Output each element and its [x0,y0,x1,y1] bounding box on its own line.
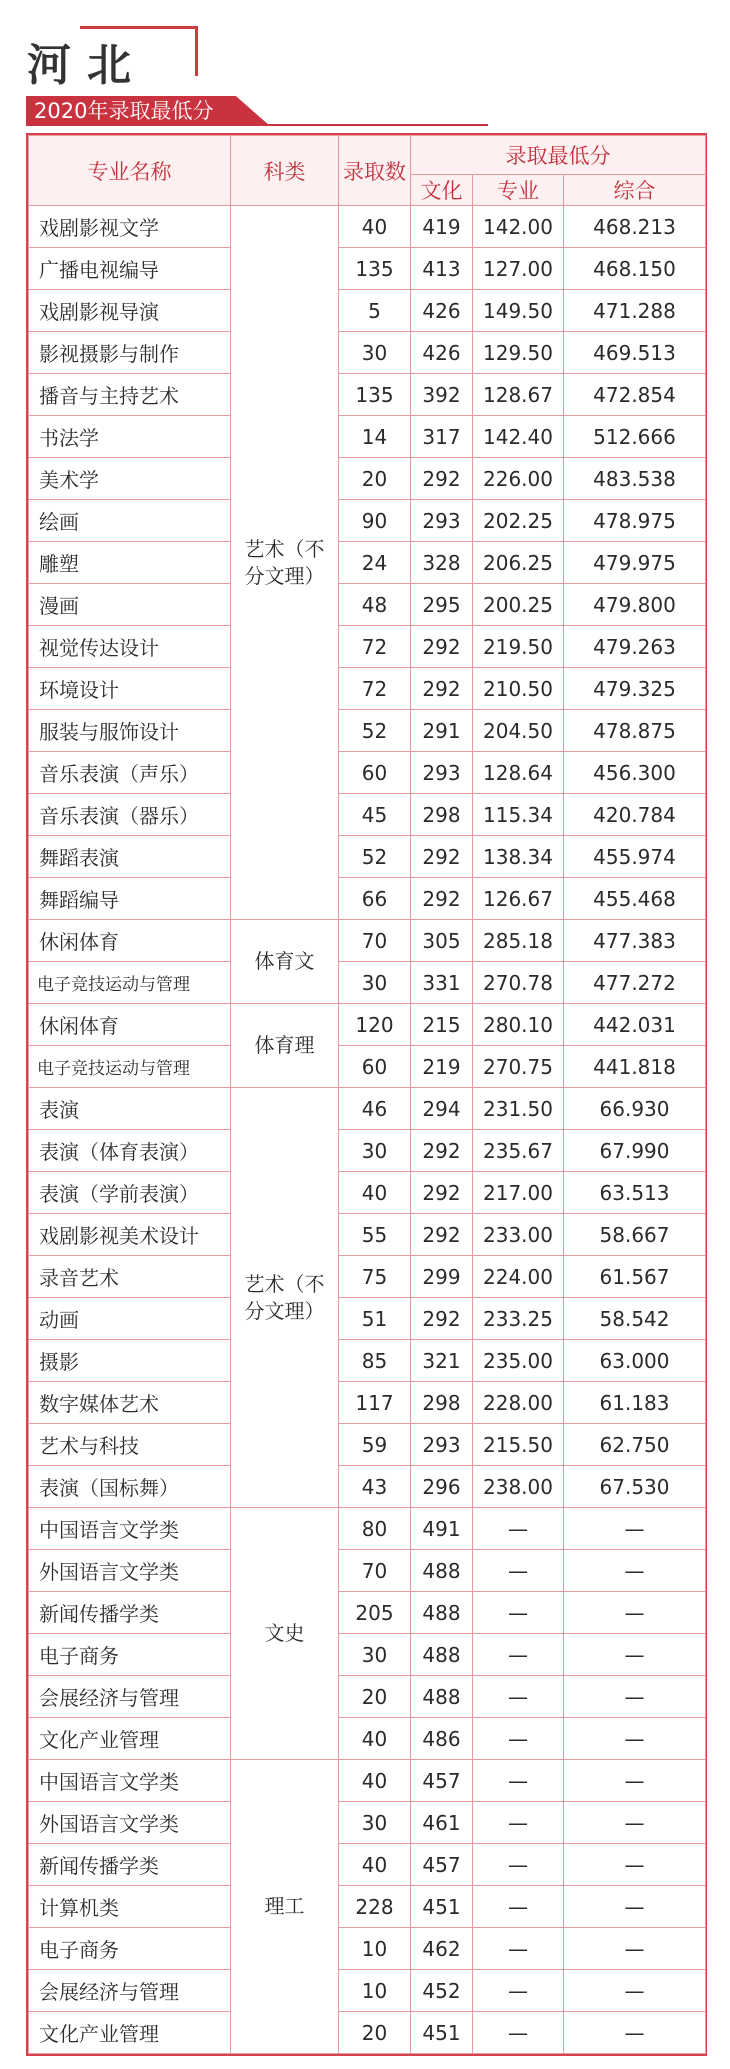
major-name-cell: 音乐表演（声乐） [29,752,231,794]
culture-score-cell: 292 [411,1172,473,1214]
major-name-cell: 休闲体育 [29,1004,231,1046]
culture-score-cell: 331 [411,962,473,1004]
header-total: 综合 [564,175,706,206]
table-row [29,1382,706,1424]
major-name-cell: 动画 [29,1298,231,1340]
table-row [29,1760,706,1802]
admitted-count-cell: 20 [339,458,411,500]
major-score-cell: 138.34 [473,836,564,878]
major-score-cell: 202.25 [473,500,564,542]
total-score-cell: 479.325 [564,668,706,710]
admitted-count-cell: 46 [339,1088,411,1130]
admitted-count-cell: 60 [339,1046,411,1088]
major-score-cell: — [473,1970,564,2012]
total-score-cell: — [564,1886,706,1928]
table-row [29,1508,706,1550]
culture-score-cell: 488 [411,1592,473,1634]
admitted-count-cell: 51 [339,1298,411,1340]
total-score-cell: 455.468 [564,878,706,920]
admitted-count-cell: 60 [339,752,411,794]
culture-score-cell: 291 [411,710,473,752]
table-row [29,1802,706,1844]
culture-score-cell: 292 [411,458,473,500]
province-title: 河北 [27,40,147,91]
admitted-count-cell: 20 [339,2012,411,2054]
admitted-count-cell: 40 [339,206,411,248]
total-score-cell: — [564,1802,706,1844]
major-score-cell: 204.50 [473,710,564,752]
culture-score-cell: 293 [411,752,473,794]
major-name-cell: 电子商务 [29,1634,231,1676]
table-row [29,500,706,542]
major-name-cell: 播音与主持艺术 [29,374,231,416]
table-row [29,1424,706,1466]
admitted-count-cell: 30 [339,1634,411,1676]
table-row [29,1970,706,2012]
culture-score-cell: 461 [411,1802,473,1844]
major-name-cell: 书法学 [29,416,231,458]
total-score-cell: 479.975 [564,542,706,584]
table-row [29,584,706,626]
culture-score-cell: 457 [411,1844,473,1886]
total-score-cell: — [564,1592,706,1634]
admitted-count-cell: 45 [339,794,411,836]
header-major: 专业名称 [29,136,231,206]
culture-score-cell: 413 [411,248,473,290]
total-score-cell: 483.538 [564,458,706,500]
total-score-cell: — [564,1634,706,1676]
major-name-cell: 表演（体育表演） [29,1130,231,1172]
major-score-cell: — [473,1802,564,1844]
major-score-cell: 270.78 [473,962,564,1004]
culture-score-cell: 219 [411,1046,473,1088]
major-name-cell: 影视摄影与制作 [29,332,231,374]
culture-score-cell: 292 [411,1130,473,1172]
total-score-cell: 472.854 [564,374,706,416]
culture-score-cell: 293 [411,1424,473,1466]
admitted-count-cell: 52 [339,710,411,752]
total-score-cell: — [564,1760,706,1802]
table-row [29,1718,706,1760]
major-name-cell: 录音艺术 [29,1256,231,1298]
table-row [29,710,706,752]
culture-score-cell: 426 [411,290,473,332]
major-name-cell: 数字媒体艺术 [29,1382,231,1424]
admitted-count-cell: 55 [339,1214,411,1256]
major-name-cell: 文化产业管理 [29,2012,231,2054]
table-row [29,1172,706,1214]
total-score-cell: 477.383 [564,920,706,962]
major-name-cell: 表演（学前表演） [29,1172,231,1214]
major-score-cell: 200.25 [473,584,564,626]
major-score-cell: 127.00 [473,248,564,290]
admitted-count-cell: 43 [339,1466,411,1508]
header-min-score: 录取最低分 [411,136,706,175]
total-score-cell: — [564,1970,706,2012]
total-score-cell: — [564,1844,706,1886]
admitted-count-cell: 228 [339,1886,411,1928]
major-score-cell: 128.64 [473,752,564,794]
total-score-cell: 420.784 [564,794,706,836]
total-score-cell: — [564,1676,706,1718]
total-score-cell: 479.263 [564,626,706,668]
table-row [29,332,706,374]
total-score-cell: 479.800 [564,584,706,626]
category-cell: 体育文 [231,920,339,1004]
major-name-cell: 雕塑 [29,542,231,584]
table-row [29,1088,706,1130]
major-name-cell: 会展经济与管理 [29,1970,231,2012]
admitted-count-cell: 72 [339,626,411,668]
admitted-count-cell: 40 [339,1760,411,1802]
major-score-cell: 210.50 [473,668,564,710]
table-row [29,752,706,794]
total-score-cell: 67.990 [564,1130,706,1172]
culture-score-cell: 462 [411,1928,473,1970]
major-name-cell: 新闻传播学类 [29,1844,231,1886]
total-score-cell: — [564,1508,706,1550]
table-row [29,1298,706,1340]
culture-score-cell: 328 [411,542,473,584]
culture-score-cell: 488 [411,1676,473,1718]
admitted-count-cell: 30 [339,962,411,1004]
category-cell: 艺术（不分文理） [231,206,339,920]
admitted-count-cell: 85 [339,1340,411,1382]
major-name-cell: 中国语言文学类 [29,1760,231,1802]
culture-score-cell: 298 [411,794,473,836]
major-name-cell: 视觉传达设计 [29,626,231,668]
major-score-cell: — [473,1508,564,1550]
table-row [29,1466,706,1508]
major-score-cell: 219.50 [473,626,564,668]
major-name-cell: 漫画 [29,584,231,626]
major-name-cell: 新闻传播学类 [29,1592,231,1634]
total-score-cell: 66.930 [564,1088,706,1130]
major-name-cell: 电子竞技运动与管理 [29,1046,231,1088]
score-table [28,135,706,2054]
major-name-cell: 戏剧影视导演 [29,290,231,332]
total-score-cell: 468.213 [564,206,706,248]
total-score-cell: 477.272 [564,962,706,1004]
major-name-cell: 戏剧影视美术设计 [29,1214,231,1256]
page-header [0,0,730,128]
total-score-cell: 478.875 [564,710,706,752]
major-name-cell: 舞蹈表演 [29,836,231,878]
total-score-cell: 61.567 [564,1256,706,1298]
major-score-cell: 142.00 [473,206,564,248]
admitted-count-cell: 135 [339,248,411,290]
admitted-count-cell: 10 [339,1928,411,1970]
table-row [29,290,706,332]
table-row [29,2012,706,2054]
major-name-cell: 舞蹈编导 [29,878,231,920]
table-row [29,416,706,458]
total-score-cell: 58.667 [564,1214,706,1256]
major-score-cell: 226.00 [473,458,564,500]
culture-score-cell: 317 [411,416,473,458]
major-score-cell: — [473,1592,564,1634]
table-row [29,626,706,668]
total-score-cell: 61.183 [564,1382,706,1424]
culture-score-cell: 298 [411,1382,473,1424]
major-score-cell: — [473,1928,564,1970]
score-table-frame [26,133,707,2056]
category-cell: 体育理 [231,1004,339,1088]
total-score-cell: 468.150 [564,248,706,290]
culture-score-cell: 426 [411,332,473,374]
title-frame-top [80,26,198,29]
total-score-cell: 67.530 [564,1466,706,1508]
admitted-count-cell: 24 [339,542,411,584]
culture-score-cell: 488 [411,1550,473,1592]
culture-score-cell: 295 [411,584,473,626]
major-name-cell: 服装与服饰设计 [29,710,231,752]
major-score-cell: 280.10 [473,1004,564,1046]
culture-score-cell: 451 [411,2012,473,2054]
admitted-count-cell: 117 [339,1382,411,1424]
major-score-cell: 228.00 [473,1382,564,1424]
major-name-cell: 中国语言文学类 [29,1508,231,1550]
major-name-cell: 会展经济与管理 [29,1676,231,1718]
total-score-cell: 512.666 [564,416,706,458]
culture-score-cell: 292 [411,626,473,668]
total-score-cell: 456.300 [564,752,706,794]
admitted-count-cell: 10 [339,1970,411,2012]
total-score-cell: 442.031 [564,1004,706,1046]
table-row [29,1256,706,1298]
table-row [29,1130,706,1172]
admitted-count-cell: 30 [339,1130,411,1172]
culture-score-cell: 486 [411,1718,473,1760]
table-row [29,794,706,836]
table-row [29,1550,706,1592]
major-name-cell: 电子商务 [29,1928,231,1970]
major-score-cell: — [473,1676,564,1718]
major-score-cell: 217.00 [473,1172,564,1214]
culture-score-cell: 292 [411,668,473,710]
major-score-cell: 149.50 [473,290,564,332]
table-row [29,206,706,248]
culture-score-cell: 292 [411,878,473,920]
culture-score-cell: 293 [411,500,473,542]
admitted-count-cell: 205 [339,1592,411,1634]
table-row [29,374,706,416]
table-row [29,1676,706,1718]
total-score-cell: — [564,1550,706,1592]
culture-score-cell: 296 [411,1466,473,1508]
table-body [29,206,706,2054]
major-name-cell: 广播电视编导 [29,248,231,290]
major-name-cell: 外国语言文学类 [29,1550,231,1592]
header-category: 科类 [231,136,339,206]
culture-score-cell: 292 [411,1298,473,1340]
major-score-cell: 126.67 [473,878,564,920]
total-score-cell: 63.513 [564,1172,706,1214]
admitted-count-cell: 5 [339,290,411,332]
total-score-cell: 478.975 [564,500,706,542]
admitted-count-cell: 20 [339,1676,411,1718]
major-score-cell: 231.50 [473,1088,564,1130]
culture-score-cell: 491 [411,1508,473,1550]
admitted-count-cell: 90 [339,500,411,542]
admitted-count-cell: 135 [339,374,411,416]
major-name-cell: 绘画 [29,500,231,542]
table-row [29,1928,706,1970]
major-name-cell: 摄影 [29,1340,231,1382]
table-row [29,1046,706,1088]
major-name-cell: 艺术与科技 [29,1424,231,1466]
major-score-cell: — [473,1844,564,1886]
table-row [29,878,706,920]
major-score-cell: — [473,2012,564,2054]
admitted-count-cell: 48 [339,584,411,626]
major-score-cell: 233.25 [473,1298,564,1340]
admitted-count-cell: 40 [339,1172,411,1214]
admitted-count-cell: 14 [339,416,411,458]
category-cell: 文史 [231,1508,339,1760]
table-row [29,1004,706,1046]
major-score-cell: 238.00 [473,1466,564,1508]
admitted-count-cell: 120 [339,1004,411,1046]
total-score-cell: 63.000 [564,1340,706,1382]
admitted-count-cell: 40 [339,1718,411,1760]
title-frame-right [195,26,198,76]
major-score-cell: 142.40 [473,416,564,458]
table-row [29,668,706,710]
major-score-cell: — [473,1760,564,1802]
table-row [29,836,706,878]
total-score-cell: 469.513 [564,332,706,374]
major-score-cell: — [473,1550,564,1592]
total-score-cell: — [564,2012,706,2054]
major-name-cell: 表演 [29,1088,231,1130]
major-score-cell: 206.25 [473,542,564,584]
table-row [29,962,706,1004]
major-name-cell: 计算机类 [29,1886,231,1928]
culture-score-cell: 457 [411,1760,473,1802]
culture-score-cell: 294 [411,1088,473,1130]
major-score-cell: — [473,1718,564,1760]
admitted-count-cell: 52 [339,836,411,878]
admitted-count-cell: 80 [339,1508,411,1550]
major-score-cell: 270.75 [473,1046,564,1088]
table-row [29,542,706,584]
table-row [29,920,706,962]
total-score-cell: 471.288 [564,290,706,332]
culture-score-cell: 299 [411,1256,473,1298]
culture-score-cell: 419 [411,206,473,248]
table-row [29,1886,706,1928]
major-score-cell: 128.67 [473,374,564,416]
admitted-count-cell: 40 [339,1844,411,1886]
major-score-cell: — [473,1886,564,1928]
header-culture: 文化 [411,175,473,206]
major-score-cell: 233.00 [473,1214,564,1256]
admitted-count-cell: 70 [339,1550,411,1592]
admitted-count-cell: 30 [339,332,411,374]
admitted-count-cell: 72 [339,668,411,710]
major-name-cell: 外国语言文学类 [29,1802,231,1844]
header-major-score: 专业 [473,175,564,206]
header-admitted: 录取数 [339,136,411,206]
culture-score-cell: 292 [411,836,473,878]
admitted-count-cell: 66 [339,878,411,920]
table-row [29,1592,706,1634]
category-cell: 理工 [231,1760,339,2054]
total-score-cell: 58.542 [564,1298,706,1340]
major-score-cell: 129.50 [473,332,564,374]
major-score-cell: 115.34 [473,794,564,836]
total-score-cell: 62.750 [564,1424,706,1466]
table-row [29,1214,706,1256]
major-score-cell: 224.00 [473,1256,564,1298]
major-score-cell: 235.00 [473,1340,564,1382]
header-underline [26,124,488,126]
major-score-cell: 215.50 [473,1424,564,1466]
subtitle: 2020年录取最低分 [34,99,214,123]
culture-score-cell: 452 [411,1970,473,2012]
admitted-count-cell: 75 [339,1256,411,1298]
admitted-count-cell: 59 [339,1424,411,1466]
culture-score-cell: 392 [411,374,473,416]
major-name-cell: 表演（国标舞） [29,1466,231,1508]
table-row [29,248,706,290]
major-score-cell: 285.18 [473,920,564,962]
total-score-cell: — [564,1718,706,1760]
major-name-cell: 音乐表演（器乐） [29,794,231,836]
total-score-cell: 455.974 [564,836,706,878]
major-name-cell: 休闲体育 [29,920,231,962]
admitted-count-cell: 30 [339,1802,411,1844]
major-score-cell: — [473,1634,564,1676]
table-row [29,458,706,500]
culture-score-cell: 292 [411,1214,473,1256]
major-name-cell: 文化产业管理 [29,1718,231,1760]
admitted-count-cell: 70 [339,920,411,962]
total-score-cell: — [564,1928,706,1970]
culture-score-cell: 488 [411,1634,473,1676]
table-row [29,1844,706,1886]
culture-score-cell: 321 [411,1340,473,1382]
total-score-cell: 441.818 [564,1046,706,1088]
major-name-cell: 美术学 [29,458,231,500]
table-row [29,1340,706,1382]
major-score-cell: 235.67 [473,1130,564,1172]
major-name-cell: 电子竞技运动与管理 [29,962,231,1004]
major-name-cell: 环境设计 [29,668,231,710]
culture-score-cell: 215 [411,1004,473,1046]
culture-score-cell: 305 [411,920,473,962]
major-name-cell: 戏剧影视文学 [29,206,231,248]
category-cell: 艺术（不分文理） [231,1088,339,1508]
table-row [29,1634,706,1676]
culture-score-cell: 451 [411,1886,473,1928]
